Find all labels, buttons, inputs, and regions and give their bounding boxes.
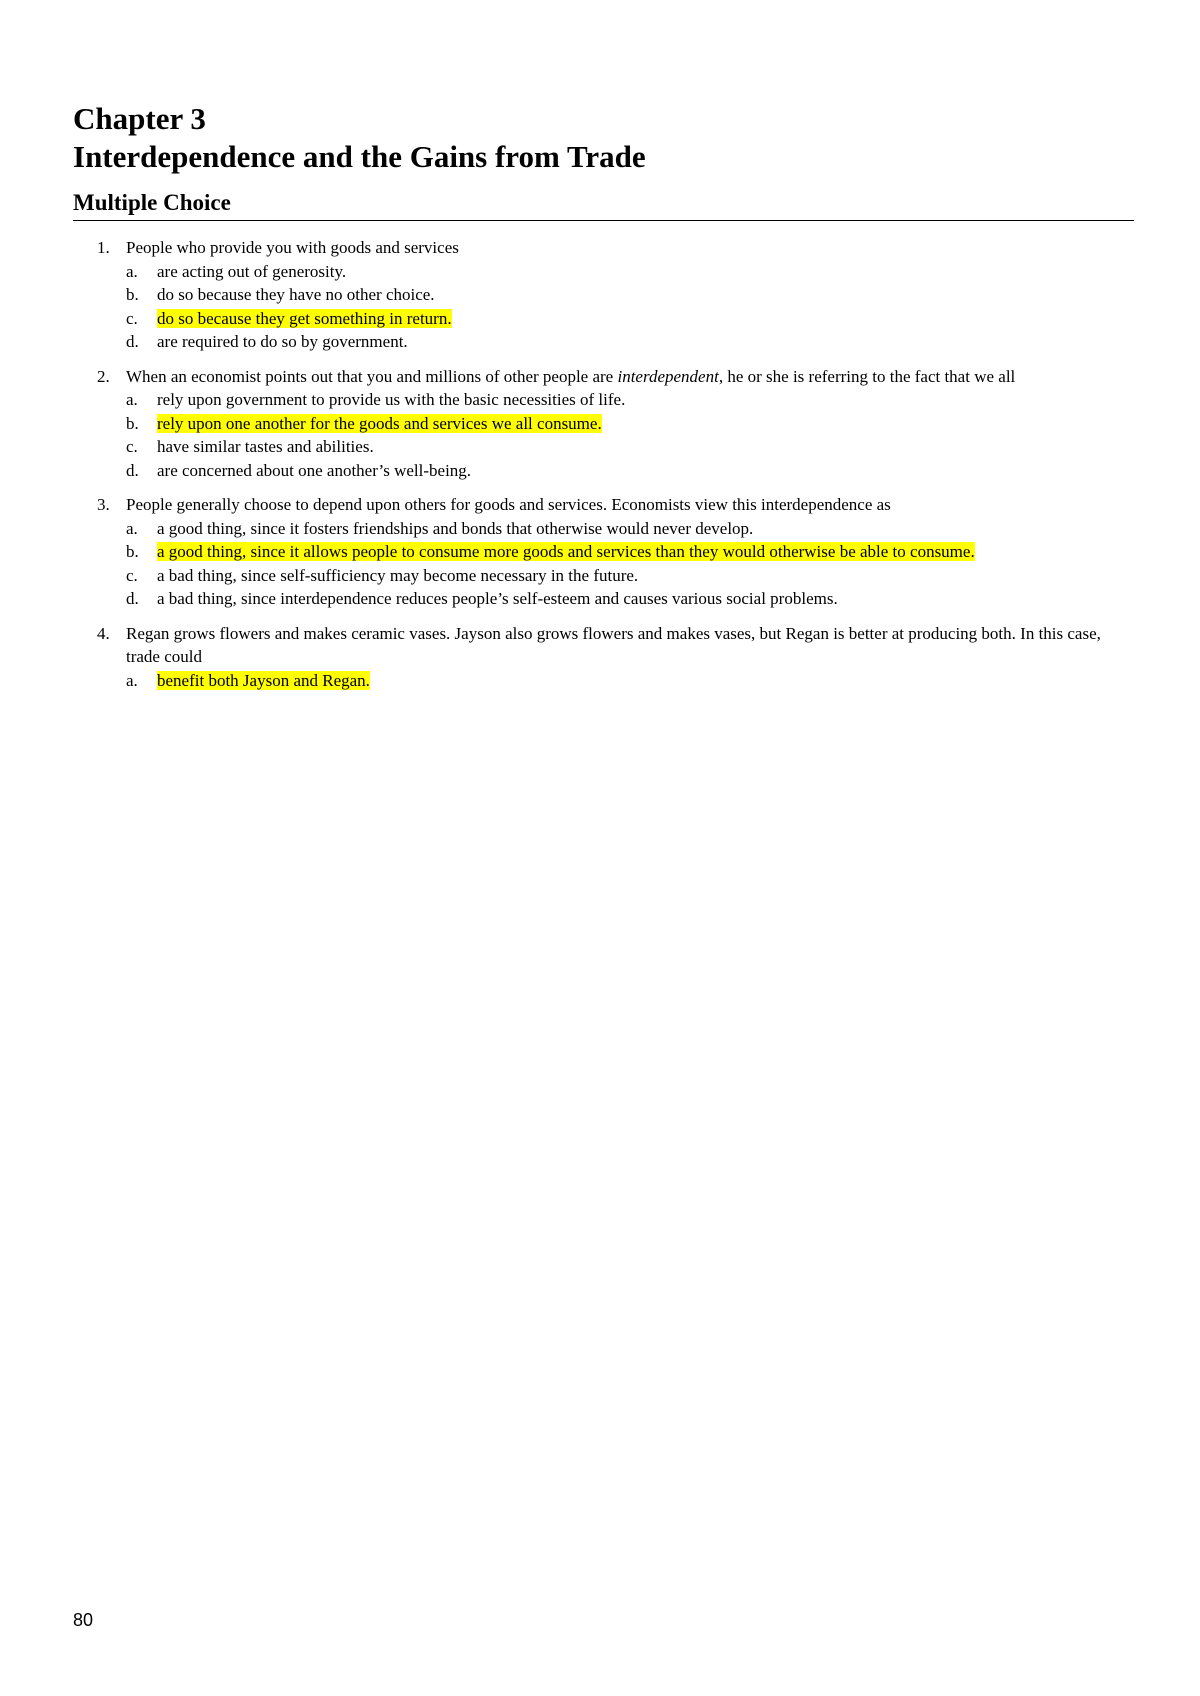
- option-text: rely upon government to provide us with the basic necessities of life.: [157, 390, 626, 409]
- question-1: [73, 236, 1134, 354]
- question-stem-text: Regan grows flowers and makes ceramic vases. Jayson also grows flowers and makes vases, but Regan is better at producing both. In this case, trade could: [126, 623, 1101, 666]
- question-number: 2.: [97, 366, 110, 386]
- option-text: a bad thing, since self-sufficiency may become necessary in the future.: [157, 565, 639, 585]
- chapter-number: Chapter 3: [73, 101, 206, 136]
- question-stem: [126, 236, 1134, 260]
- option-d: [126, 459, 1134, 483]
- option-letter: d.: [126, 589, 139, 608]
- highlighted-answer: a good thing, since it allows people to consume more goods and services than they would otherwise be able to consume.: [157, 542, 975, 561]
- option-c: [126, 307, 1134, 331]
- question-number: 4.: [97, 623, 110, 643]
- emphasized-term: interdependent: [617, 366, 719, 386]
- section-title: Multiple Choice: [73, 188, 1134, 221]
- option-b: [126, 412, 1134, 436]
- question-stem-text: , he or she is referring to the fact that we all: [718, 366, 1016, 386]
- option-letter: b.: [126, 542, 139, 561]
- question-stem-text: People generally choose to depend upon others for goods and services. Economists view this interdependence as: [126, 495, 891, 514]
- option-letter: b.: [126, 285, 139, 304]
- option-letter: a.: [126, 670, 138, 690]
- option-letter: b.: [126, 413, 139, 433]
- option-letter: d.: [126, 460, 139, 480]
- chapter-heading: [73, 100, 646, 176]
- option-a: [126, 388, 1134, 412]
- question-stem: [126, 493, 1134, 517]
- option-list: [126, 388, 1134, 482]
- question-3: [73, 493, 1134, 611]
- question-number: 3.: [97, 495, 110, 514]
- highlighted-answer: do so because they get something in return.: [157, 308, 452, 328]
- option-letter: a.: [126, 390, 138, 409]
- option-text: a bad thing, since interdependence reduces people’s self-esteem and causes various social problems.: [157, 589, 838, 608]
- question-stem-text: When an economist points out that you and millions of other people are: [126, 366, 618, 386]
- option-letter: a.: [126, 261, 138, 281]
- highlighted-answer: benefit both Jayson and Regan.: [157, 670, 370, 690]
- option-text: a good thing, since it fosters friendships and bonds that otherwise would never develop.: [157, 518, 754, 538]
- page-number: 80: [73, 1610, 94, 1630]
- question-stem-text: People who provide you with goods and services: [126, 238, 459, 257]
- option-letter: a.: [126, 518, 138, 538]
- option-text: have similar tastes and abilities.: [157, 437, 374, 456]
- option-text: are acting out of generosity.: [157, 261, 347, 281]
- option-list: [126, 517, 1134, 611]
- highlighted-answer: rely upon one another for the goods and services we all consume.: [157, 413, 602, 433]
- option-letter: c.: [126, 308, 138, 328]
- option-text: are required to do so by government.: [157, 332, 408, 351]
- option-c: [126, 435, 1134, 459]
- option-list: [126, 260, 1134, 354]
- chapter-title: Interdependence and the Gains from Trade: [73, 139, 646, 174]
- option-text: are concerned about one another’s well-being.: [157, 460, 472, 480]
- option-letter: d.: [126, 332, 139, 351]
- option-d: [126, 330, 1134, 354]
- option-c: [126, 564, 1134, 588]
- option-a: [126, 260, 1134, 284]
- question-number: 1.: [97, 238, 110, 257]
- option-letter: c.: [126, 437, 138, 456]
- option-letter: c.: [126, 565, 138, 585]
- option-text: do so because they have no other choice.: [157, 285, 435, 304]
- question-stem: [126, 365, 1134, 389]
- option-b: [126, 540, 1134, 564]
- option-b: [126, 283, 1134, 307]
- option-a: [126, 517, 1134, 541]
- question-2: [73, 365, 1134, 483]
- question-4: [73, 622, 1134, 693]
- option-a: [126, 669, 1134, 693]
- option-d: [126, 587, 1134, 611]
- question-list: [73, 236, 1134, 703]
- option-list: [126, 669, 1134, 693]
- question-stem: [126, 622, 1134, 669]
